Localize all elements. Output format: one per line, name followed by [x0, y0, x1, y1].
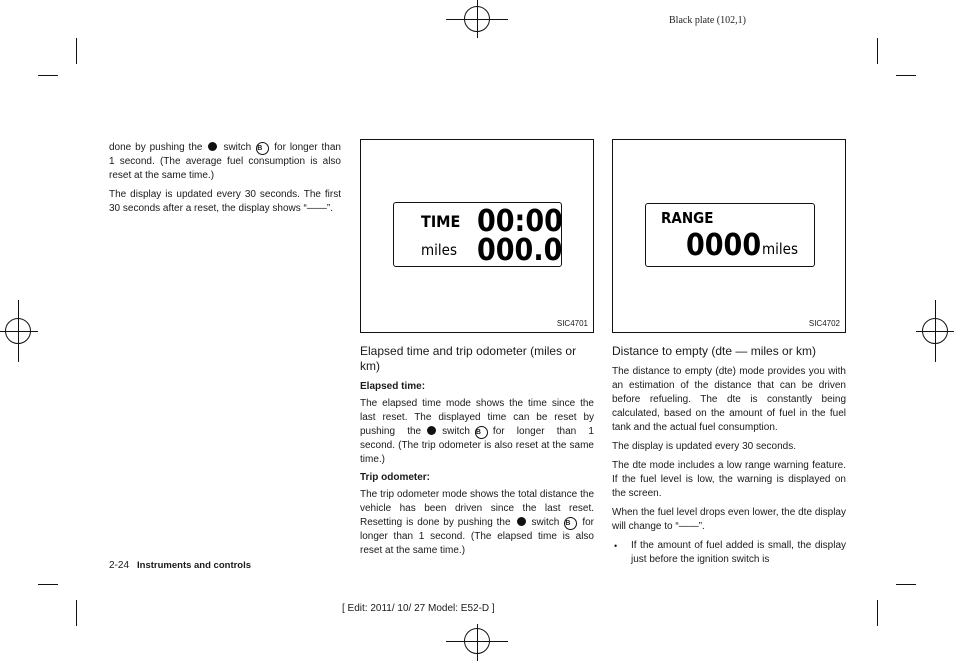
lcd-range-value: 0000 [686, 228, 762, 263]
section-heading-elapsed-trip: Elapsed time and trip odometer (miles or km) [360, 344, 577, 373]
paragraph-dte-warning: The dte mode includes a low range warning feature. If the fuel level is low, the warning is displayed on the screen. [612, 460, 846, 499]
button-dot-icon [427, 426, 436, 435]
lcd-panel [393, 202, 562, 267]
lcd-panel [645, 203, 815, 267]
left-column [109, 141, 341, 221]
lcd-trip-value: 000.0 [477, 233, 563, 268]
paragraph-dte-lower: When the fuel level drops even lower, the dte display will change to “——”. [612, 507, 846, 532]
middle-column [360, 344, 594, 561]
page-footer [109, 560, 251, 571]
button-dot-icon [517, 517, 526, 526]
switch-b-icon: B [475, 426, 488, 439]
figure-code: SIC4701 [556, 319, 588, 328]
paragraph-reset-average: done by pushing the switch B for longer than 1 second. (The average fuel consumption is also reset at the same time.) [109, 142, 341, 181]
subheading-elapsed-time: Elapsed time: [360, 381, 426, 392]
lcd-time-label: TIME [421, 212, 461, 231]
section-name: Instruments and controls [137, 560, 252, 571]
lcd-time-value: 00:00 [477, 204, 563, 239]
switch-b-icon: B [256, 142, 269, 155]
lcd-miles-label: miles [421, 241, 457, 259]
figure-code: SIC4702 [808, 319, 840, 328]
edit-info: [ Edit: 2011/ 10/ 27 Model: E52-D ] [342, 603, 495, 614]
paragraph-trip-odometer: The trip odometer mode shows the total distance the vehicle has been driven since the last reset. Resetting is done by pushing the switch B for longer than 1 second. (The elapsed time is also reset at the same time.) [360, 489, 594, 556]
button-dot-icon [208, 142, 217, 151]
paragraph-dte-intro: The distance to empty (dte) mode provides you with an estimation of the distance that can be driven before refueling. The dte is constantly being calculated, based on the amount of fuel in the fuel tank and the actual fuel consumption. [612, 366, 846, 433]
lcd-range-unit: miles [762, 240, 798, 258]
subheading-trip-odometer: Trip odometer: [360, 472, 431, 483]
lcd-range-label: RANGE [661, 209, 714, 227]
paragraph-elapsed-time: The elapsed time mode shows the time since the last reset. The displayed time can be reset by pushing the switch B for longer than 1 second. (The trip odometer is also reset at the same time.) [360, 398, 594, 465]
paragraph-dte-update: The display is updated every 30 seconds. [612, 441, 796, 452]
figure-range-display [612, 139, 846, 333]
switch-b-icon: B [564, 517, 577, 530]
figure-elapsed-time-display [360, 139, 594, 333]
paragraph-update-interval: The display is updated every 30 seconds. The first 30 seconds after a reset, the display shows “——”. [109, 189, 341, 214]
section-heading-dte: Distance to empty (dte — miles or km) [612, 344, 817, 358]
right-column [612, 344, 846, 572]
plate-label: Black plate (102,1) [669, 15, 746, 26]
page-number: 2-24 [109, 560, 130, 571]
bullet-item: • If the amount of fuel added is small, the display just before the ignition switch is [612, 539, 846, 567]
